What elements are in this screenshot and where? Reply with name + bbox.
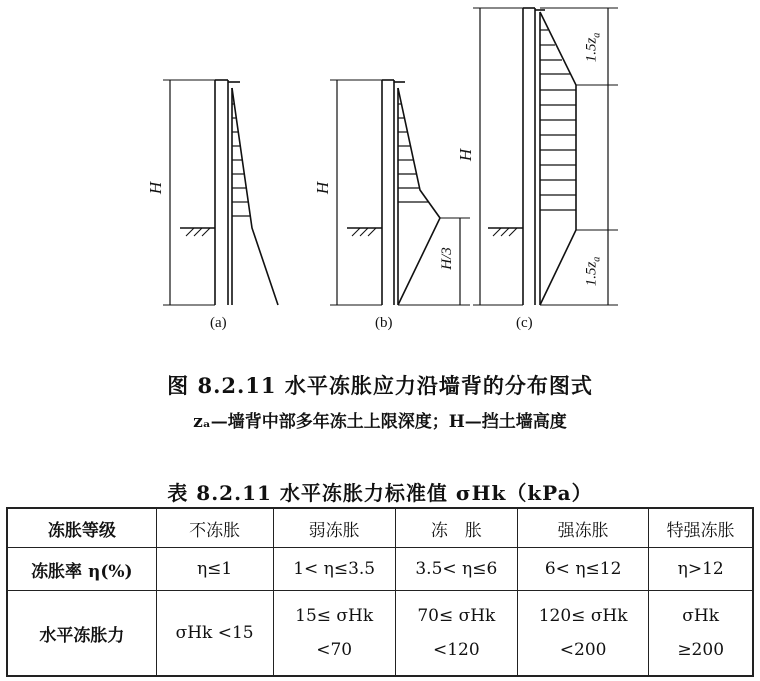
table-cell: η≤1 [156,548,273,591]
table-cell: 1< η≤3.5 [273,548,395,591]
panel-c-dim-h: H [456,148,476,162]
table-title: 表 8.2.11 水平冻胀力标准值 σHk（kPa） [167,481,593,505]
table-row-force [7,591,753,677]
row-head-rate: 冻胀率 η(%) [7,548,156,591]
panel-a-label: (a) [210,315,227,331]
header-cell: 强冻胀 [517,508,648,548]
figure-title: 图 8.2.11 水平冻胀应力沿墙背的分布图式 [167,373,593,398]
panel-b-dim-h: H [313,181,333,195]
header-cell: 不冻胀 [156,508,273,548]
frost-heave-table [6,507,754,677]
panel-c-label: (c) [516,315,533,331]
header-cell: 弱冻胀 [273,508,395,548]
header-cell: 冻 胀 [395,508,517,548]
table-header-row [7,508,753,548]
table-cell: σHk ≥200 [649,591,753,677]
table-cell: σHk <15 [156,591,273,677]
panel-b [330,80,470,305]
row-head-force: 水平冻胀力 [7,591,156,677]
figure-note: zₐ—墙背中部多年冻土上限深度；H—挡土墙高度 [193,412,567,432]
panel-b-label: (b) [375,315,393,331]
table-cell: 6< η≤12 [517,548,648,591]
table-cell: 15≤ σHk <70 [273,591,395,677]
panel-c-top-label: $1.5z_a$ [583,32,603,63]
table-row-rate [7,548,753,591]
table-cell: η>12 [649,548,753,591]
header-cell: 特强冻胀 [649,508,753,548]
panel-b-h3-label: H/3 [438,247,455,270]
table-cell: 3.5< η≤6 [395,548,517,591]
header-cell: 冻胀等级 [7,508,156,548]
table-cell: 70≤ σHk <120 [395,591,517,677]
table-cell: 120≤ σHk <200 [517,591,648,677]
panel-a-dim-h: H [146,181,166,195]
panel-c-bottom-label: $1.5z_a$ [583,256,603,287]
panel-a [163,80,278,305]
